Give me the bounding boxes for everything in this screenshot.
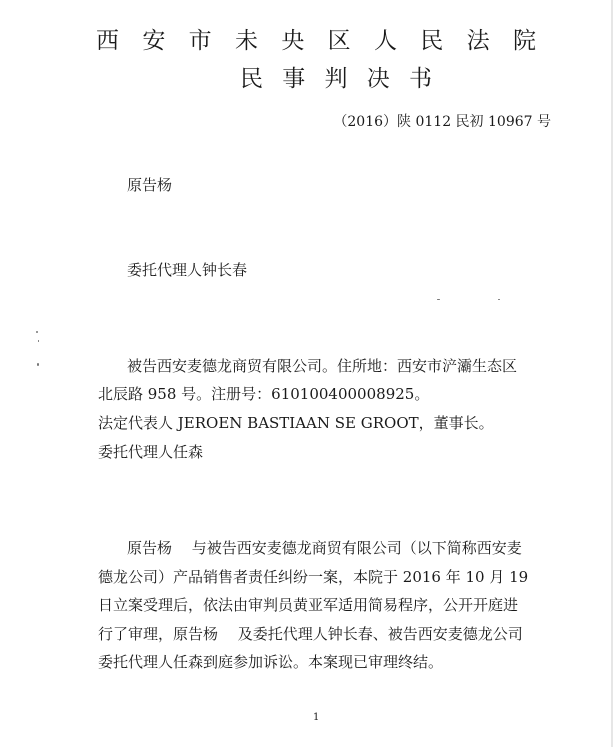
- defendant-line-2: 北辰路 958 号。注册号：610100400008925。: [98, 385, 430, 403]
- document-type-char: 民: [240, 66, 263, 92]
- scan-speck: [37, 363, 39, 366]
- case-number: （2016）陕 0112 民初 10967 号: [333, 114, 551, 130]
- page-number: 1: [313, 712, 320, 723]
- document-type-char: 书: [409, 66, 432, 92]
- document-type-char: 判: [324, 66, 348, 92]
- document-type: [240, 64, 432, 94]
- document-type-char: 决: [366, 66, 390, 92]
- court-name-char: 市: [188, 28, 212, 54]
- defendant-agent: 委托代理人任森: [98, 443, 204, 461]
- court-name-char: 安: [142, 28, 166, 54]
- scan-speck: [498, 299, 500, 300]
- document-type-char: 事: [282, 66, 306, 92]
- legal-representative: 法定代表人 JEROEN BASTIAAN SE GROOT，董事长。: [98, 414, 494, 432]
- scan-speck: [36, 331, 38, 333]
- scan-speck: [38, 340, 39, 342]
- court-name-char: 民: [420, 28, 444, 54]
- court-name-char: 院: [512, 28, 536, 54]
- body-line: 委托代理人任森到庭参加诉讼。本案现已审理终结。: [98, 653, 444, 671]
- body-line: 原告杨 与被告西安麦德龙商贸有限公司（以下简称西安麦: [127, 539, 522, 557]
- court-name-char: 法: [466, 28, 490, 54]
- court-name-char: 央: [281, 28, 305, 54]
- court-name-char: 区: [327, 28, 351, 54]
- plaintiff-agent: 委托代理人钟长春: [127, 261, 248, 279]
- body-line: 行了审理，原告杨 及委托代理人钟长春、被告西安麦德龙公司: [98, 625, 523, 643]
- plaintiff: 原告杨: [127, 176, 173, 194]
- defendant-line-1: 被告西安麦德龙商贸有限公司。住所地：西安市浐灞生态区: [127, 357, 518, 375]
- body-line: 日立案受理后，依法由审判员黄亚军适用简易程序，公开开庭进: [98, 596, 519, 614]
- court-name-char: 人: [373, 28, 397, 54]
- body-line: 德龙公司）产品销售者责任纠纷一案，本院于 2016 年 10 月 19: [98, 568, 529, 586]
- scan-speck: [437, 299, 440, 300]
- court-name: [96, 26, 536, 56]
- court-name-char: 西: [96, 28, 119, 54]
- court-name-char: 未: [234, 28, 258, 54]
